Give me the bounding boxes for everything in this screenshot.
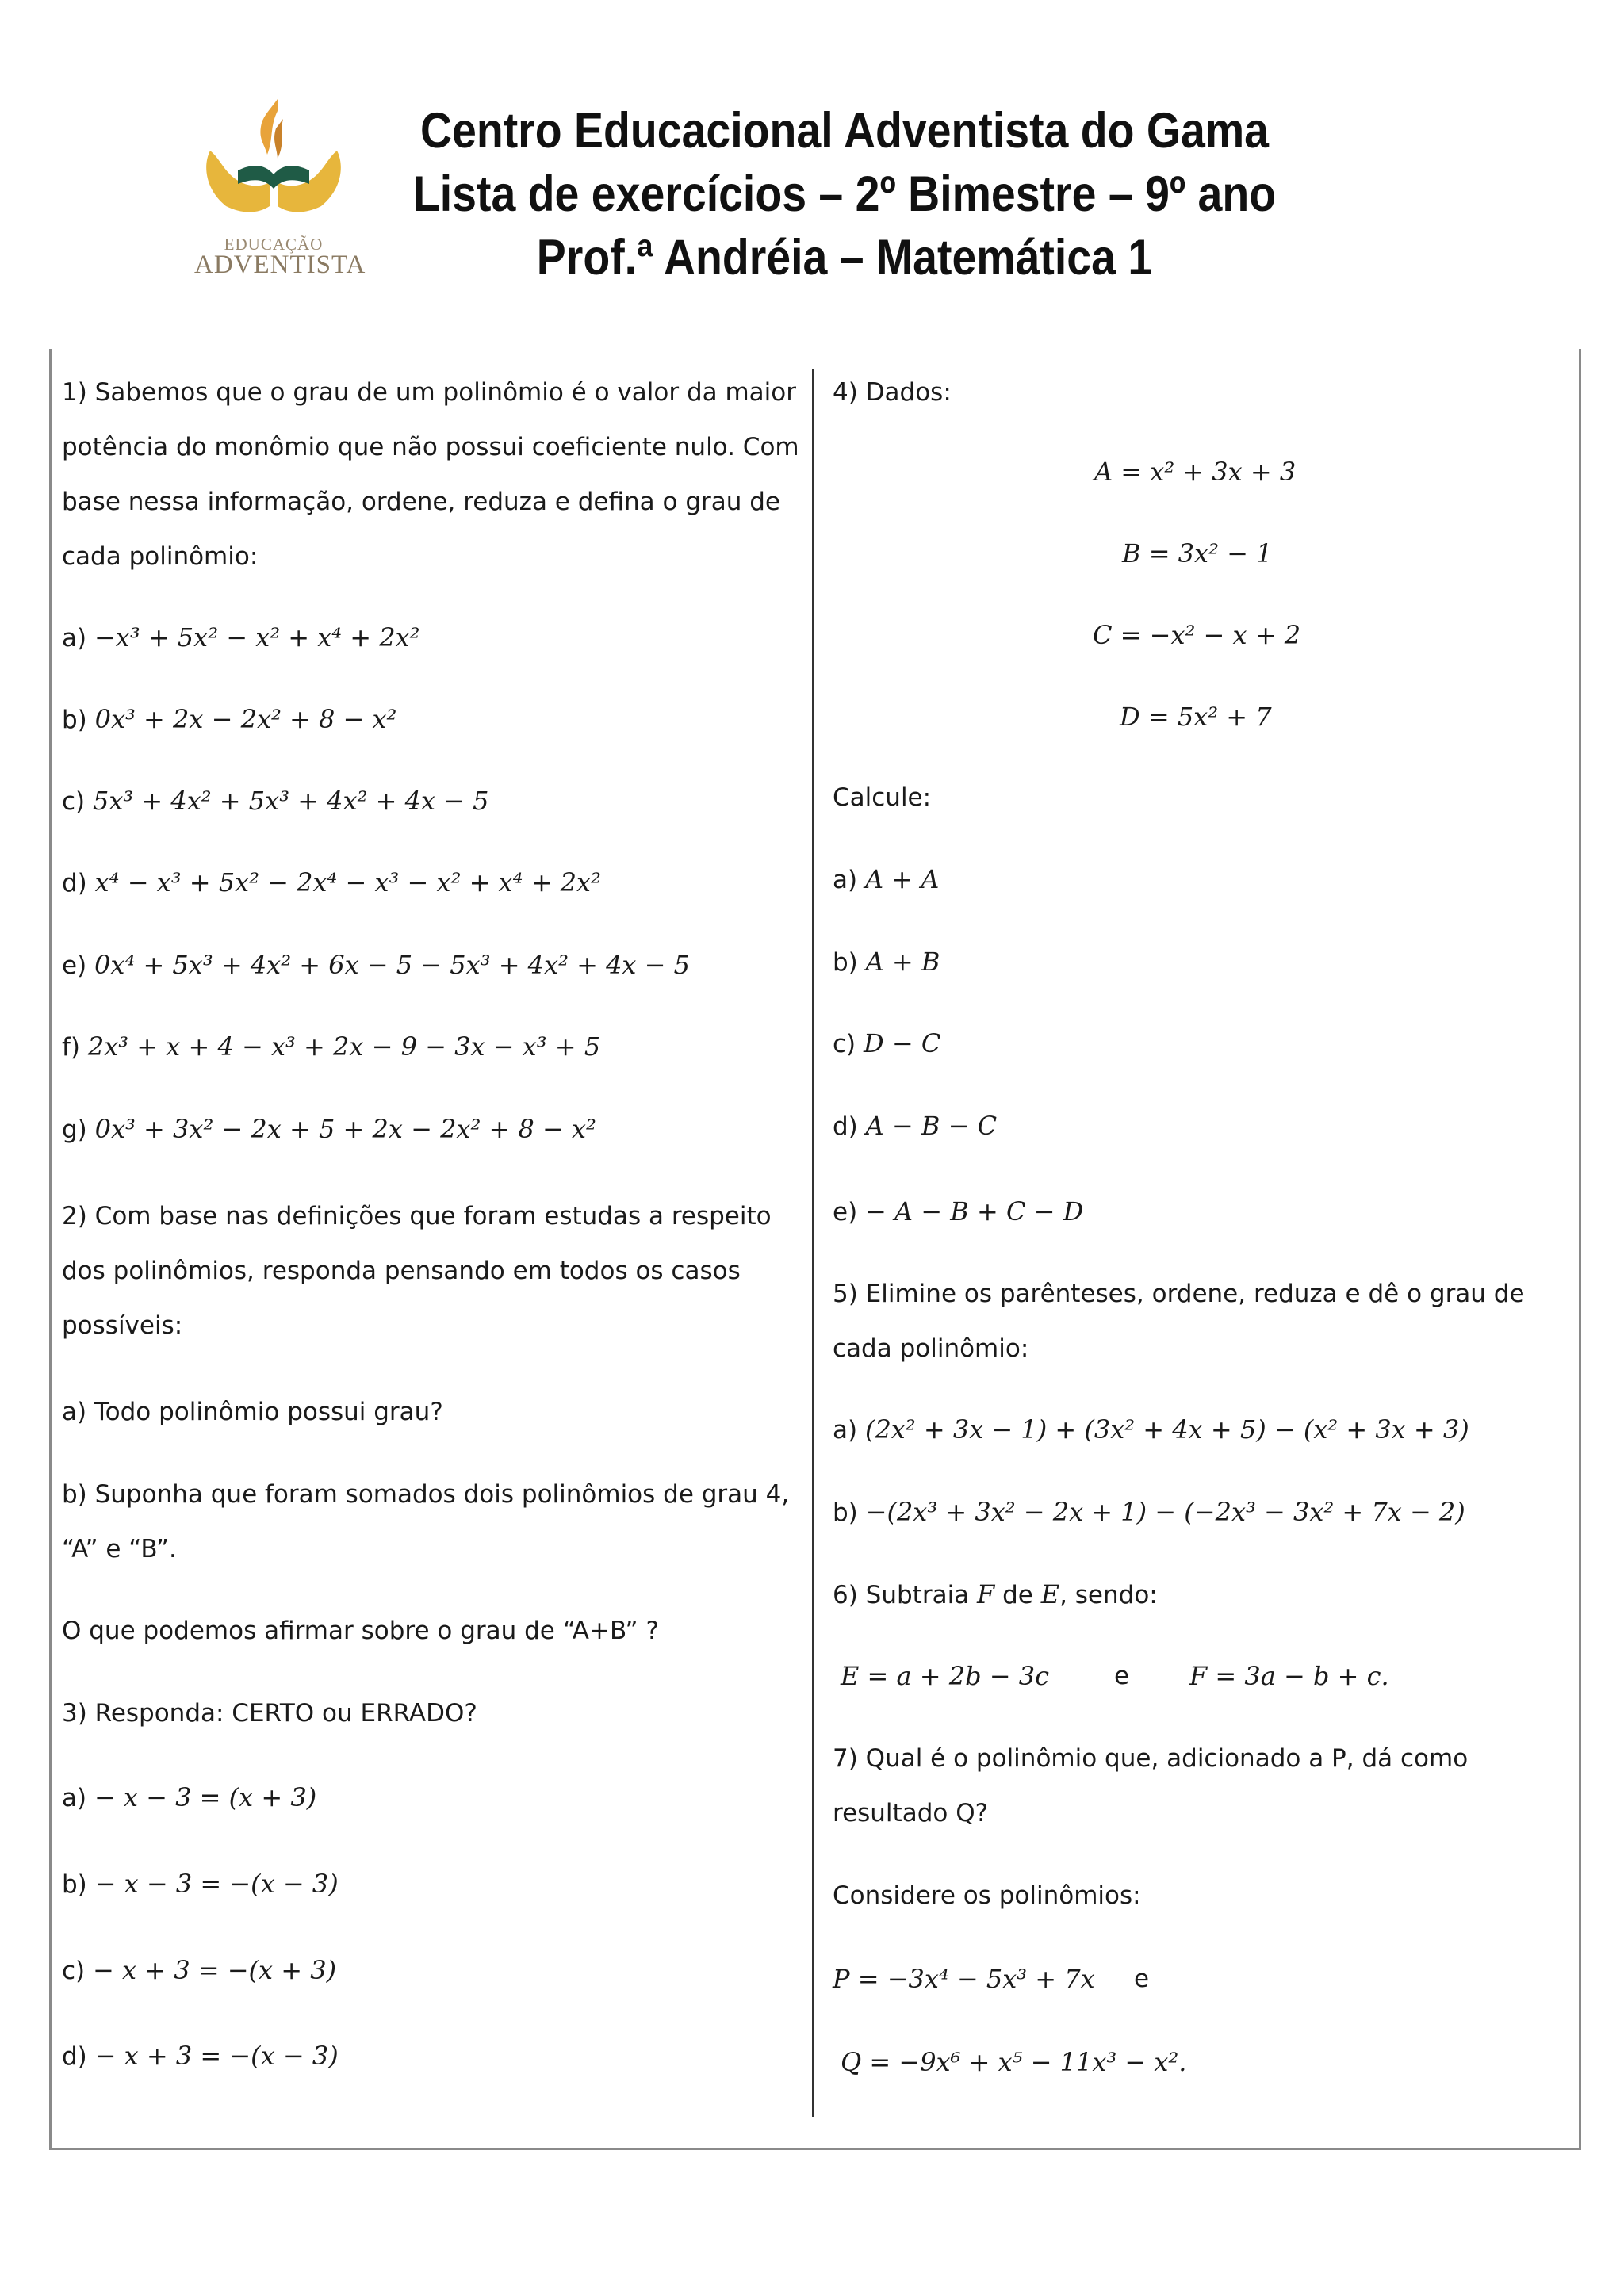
item-label: a): [62, 624, 94, 652]
q4-calc: Calcule:: [833, 783, 932, 812]
q4-item-d: [833, 1112, 997, 1140]
item-label: b): [833, 948, 866, 977]
item-expression: − x + 3 = −(x − 3): [94, 2041, 339, 2071]
q6-line: [833, 1581, 1158, 1609]
item-label: f): [62, 1033, 88, 1062]
q4-def-a: A = x² + 3x + 3: [1094, 457, 1297, 487]
q2-line3: possíveis:: [62, 1311, 183, 1340]
item-label: c): [62, 1957, 93, 1985]
q4-def-d: D = 5x² + 7: [1120, 702, 1272, 732]
item-label: a): [833, 1416, 865, 1445]
q7-conj: e: [1134, 1965, 1150, 1993]
q6-pre: 6) Subtraia: [833, 1581, 978, 1609]
q1-line1: [62, 379, 795, 406]
q2-item-a: a) Todo polinômio possui grau?: [62, 1398, 443, 1426]
item-label: d): [62, 2042, 95, 2071]
school-logo: [194, 95, 366, 285]
item-expression: A − B − C: [865, 1111, 998, 1141]
q6-eq-e: E = a + 2b − 3c: [841, 1661, 1050, 1691]
item-label: c): [833, 1030, 864, 1058]
item-expression: − x + 3 = −(x + 3): [93, 1955, 337, 1985]
item-label: c): [62, 787, 93, 816]
q1-line3: base nessa informação, ordene, reduza e defina o grau de: [62, 488, 780, 516]
item-expression: − x − 3 = (x + 3): [94, 1782, 317, 1812]
q1-line2: potência do monômio que não possui coeficiente nulo. Com: [62, 433, 799, 461]
q4-item-c: [833, 1030, 940, 1058]
item-label: a): [833, 866, 865, 894]
item-expression: −x³ + 5x² − x² + x⁴ + 2x²: [94, 622, 420, 652]
q5-line1: 5) Elimine os parênteses, ordene, reduza e dê o grau de: [833, 1280, 1525, 1308]
item-expression: 0x³ + 2x − 2x² + 8 − x²: [94, 704, 397, 734]
q7-poly-q: Q = −9x⁶ + x⁵ − 11x³ − x².: [841, 2047, 1187, 2077]
item-label: d): [62, 869, 95, 897]
q5-item-b: [833, 1498, 1465, 1526]
list-title: Lista de exercícios – 2º Bimestre – 9º ano: [412, 166, 1277, 222]
q3-item-c: [62, 1957, 336, 1984]
logo-text-top: EDUCAÇÃO: [224, 235, 324, 254]
teacher-subject: Prof.ª Andréia – Matemática 1: [536, 230, 1153, 285]
q2-item-b: b) Suponha que foram somados dois polinômios de grau 4,: [62, 1480, 790, 1509]
item-expression: (2x² + 3x − 1) + (3x² + 4x + 5) − (x² + 3x + 3): [864, 1414, 1469, 1445]
q2-item-b-cont: “A” e “B”.: [62, 1535, 177, 1563]
q6-conj: e: [1114, 1662, 1130, 1690]
item-label: g): [62, 1115, 95, 1144]
q1-item-b: [62, 706, 396, 733]
q1-text1: 1) Sabemos que o grau de um polinômio é o valor da maior: [62, 378, 796, 407]
item-expression: D − C: [864, 1028, 941, 1058]
item-expression: − A − B + C − D: [865, 1196, 1084, 1226]
item-expression: x⁴ − x³ + 5x² − 2x⁴ − x³ − x² + x⁴ + 2x²: [94, 867, 601, 897]
q6-eq-f: F = 3a − b + c.: [1189, 1661, 1389, 1691]
item-expression: 0x⁴ + 5x³ + 4x² + 6x − 5 − 5x³ + 4x² + 4x − 5: [94, 950, 690, 980]
item-expression: 0x³ + 3x² − 2x + 5 + 2x − 2x² + 8 − x²: [94, 1114, 596, 1144]
item-expression: A + A: [864, 864, 940, 894]
q3-item-d: [62, 2042, 339, 2070]
q1-item-d: [62, 869, 601, 897]
q2-line1: 2) Com base nas definições que foram estudas a respeito: [62, 1202, 772, 1230]
item-label: e): [62, 951, 95, 980]
logo-hands-icon: [194, 95, 353, 238]
q6-var-f: F: [977, 1579, 995, 1609]
q5-line2: cada polinômio:: [833, 1334, 1029, 1363]
item-expression: −(2x³ + 3x² − 2x + 1) − (−2x³ − 3x² + 7x − 2): [865, 1497, 1465, 1527]
q4-item-b: [833, 948, 940, 976]
q7-consider: Considere os polinômios:: [833, 1881, 1141, 1910]
q1-item-c: [62, 787, 488, 815]
logo-text-bottom: ADVENTISTA: [194, 251, 366, 279]
q6-mid: de: [994, 1581, 1041, 1609]
item-expression: 5x³ + 4x² + 5x³ + 4x² + 4x − 5: [93, 786, 489, 816]
q4-def-b: B = 3x² − 1: [1122, 538, 1273, 568]
q1-item-g: [62, 1115, 596, 1143]
q7-line2: resultado Q?: [833, 1799, 989, 1827]
item-label: d): [833, 1112, 866, 1141]
q1-line4: cada polinômio:: [62, 542, 259, 571]
item-label: b): [62, 706, 95, 734]
q4-title: 4) Dados:: [833, 378, 952, 407]
q2-item-b-question: O que podemos afirmar sobre o grau de “A+B” ?: [62, 1617, 659, 1645]
school-name: Centro Educacional Adventista do Gama: [419, 103, 1269, 159]
item-label: b): [62, 1870, 95, 1899]
q3-item-b: [62, 1870, 339, 1898]
item-expression: A + B: [865, 947, 940, 977]
item-label: b): [833, 1498, 866, 1527]
q7-line1: 7) Qual é o polinômio que, adicionado a P, dá como: [833, 1744, 1469, 1773]
item-label: a): [62, 1784, 94, 1812]
q4-def-c: C = −x² − x + 2: [1093, 620, 1301, 650]
item-label: e): [833, 1198, 866, 1226]
page-header: [0, 0, 1624, 317]
q4-item-a: [833, 866, 939, 894]
q4-item-e: [833, 1198, 1083, 1226]
item-expression: − x − 3 = −(x − 3): [94, 1869, 339, 1899]
q2-line2: dos polinômios, responda pensando em todos os casos: [62, 1257, 741, 1285]
q1-item-e: [62, 951, 690, 979]
q7-poly-p: P = −3x⁴ − 5x³ + 7x: [833, 1964, 1095, 1994]
column-divider: [812, 369, 814, 2117]
q6-var-e: E: [1040, 1579, 1060, 1609]
q3-title: 3) Responda: CERTO ou ERRADO?: [62, 1699, 477, 1728]
q6-post: , sendo:: [1059, 1581, 1158, 1609]
q3-item-a: [62, 1784, 316, 1812]
q1-item-a: [62, 624, 419, 652]
q5-item-a: [833, 1416, 1469, 1444]
q1-item-f: [62, 1033, 600, 1061]
item-expression: 2x³ + x + 4 − x³ + 2x − 9 − 3x − x³ + 5: [87, 1031, 601, 1062]
header-titles: [349, 99, 1340, 289]
